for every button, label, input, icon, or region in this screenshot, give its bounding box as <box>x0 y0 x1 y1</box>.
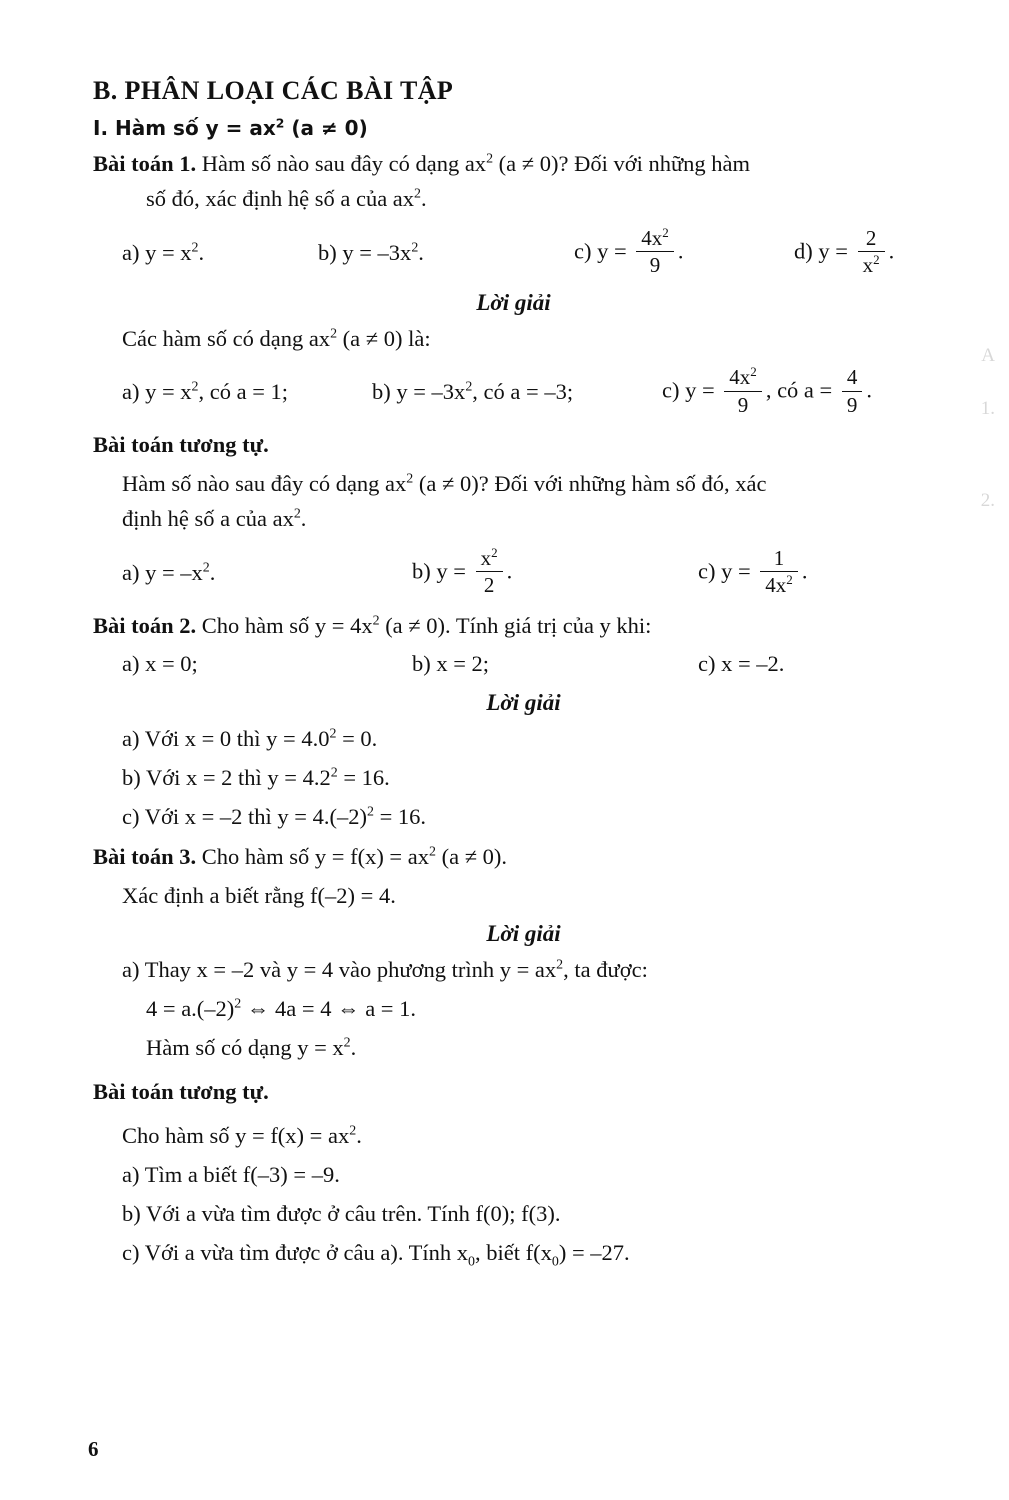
problem-1-text-d: . <box>421 185 427 211</box>
problem-1-text-b: (a ≠ 0)? Đối với những hàm <box>498 151 751 176</box>
choice-a <box>122 238 318 267</box>
choice-a-end: . <box>198 239 205 265</box>
denominator-text: x <box>862 253 874 278</box>
choice-a: a) x = 0; <box>122 650 198 676</box>
choice-a-text: a) y = x <box>122 239 192 265</box>
fraction-x2-over-2 <box>476 544 503 598</box>
fraction-denominator: 2 <box>483 573 495 598</box>
sub-0: 0 <box>468 1254 476 1270</box>
choice-c-lead: c) y = <box>698 558 751 584</box>
sol-line3-a: Hàm số có dạng y = x <box>146 1035 344 1061</box>
denominator-text: 4x <box>765 573 787 598</box>
problem-3-statement-line2: Xác định a biết rằng f(–2) = 4. <box>122 882 396 908</box>
solution-intro-a: Các hàm số có dạng ax <box>122 325 331 351</box>
sol-line2-b: ⇔ 4a = 4 ⇔ a = 1. <box>246 996 416 1022</box>
fraction-numerator <box>636 224 674 253</box>
similar-2-line1 <box>122 1120 939 1152</box>
problem-1-choices <box>122 224 939 278</box>
section-title: B. PHÂN LOẠI CÁC BÀI TẬP <box>93 76 454 105</box>
problem-3-text-b: (a ≠ 0). <box>441 843 508 869</box>
choice-d <box>794 227 894 278</box>
solution-a-end: , có a = 1; <box>198 379 289 405</box>
problem-1-solution-row <box>122 366 939 417</box>
similar-1-text-d: . <box>300 506 307 531</box>
exp-2: 2 <box>366 804 374 820</box>
solution-b-text: b) y = –3x <box>372 379 466 405</box>
numerator-text: x <box>480 545 492 570</box>
solution-a <box>122 377 372 406</box>
fraction-numerator: 4 <box>842 366 863 392</box>
sol-line2-a: 4 = a.(–2) <box>146 996 235 1022</box>
solution-c-mid: , có a = <box>765 378 833 404</box>
problem-3-text-a: Cho hàm số y = f(x) = ax <box>201 843 429 869</box>
exp-2: 2 <box>330 326 338 342</box>
similar-1-text-c: định hệ số a của ax <box>122 506 294 531</box>
exp-2: 2 <box>411 240 419 256</box>
choice-a-text: a) y = –x <box>122 559 203 585</box>
choice-c-end: . <box>801 558 808 584</box>
sol-b-end: = 16. <box>343 764 390 790</box>
choice-c-lead: c) y = <box>574 238 627 264</box>
problem-3-statement <box>93 841 939 873</box>
exp-2: 2 <box>372 613 380 629</box>
choice-b <box>318 238 574 267</box>
similar-2-text-b: . <box>356 1123 362 1149</box>
problem-2-solution-b <box>122 762 939 794</box>
problem-1-statement-line2 <box>146 183 939 215</box>
similar-1-choices <box>122 544 939 598</box>
fraction-numerator: 1 <box>760 547 798 573</box>
exp-2: 2 <box>662 224 669 240</box>
exp-2: 2 <box>491 544 498 560</box>
exp-2: 2 <box>414 186 422 202</box>
similar-1-label: Bài toán tương tự. <box>93 432 269 458</box>
numerator-text: 4x <box>641 225 663 250</box>
exp-2: 2 <box>750 364 757 380</box>
similar-1-text-a: Hàm số nào sau đây có dạng ax <box>122 471 407 497</box>
problem-2-text-a: Cho hàm số y = 4x <box>201 612 373 638</box>
fraction-denominator: 9 <box>737 392 749 417</box>
choice-c <box>574 224 794 278</box>
exp-2: 2 <box>191 379 199 395</box>
exp-2: 2 <box>465 379 473 395</box>
problem-3-solution-line3 <box>146 1032 939 1064</box>
similar-1-text-b: (a ≠ 0)? Đối với những hàm số đó, xác <box>418 471 767 497</box>
problem-2-statement <box>93 610 939 642</box>
sub-exp: 2 <box>275 115 285 131</box>
solution-b-end: , có a = –3; <box>472 379 574 405</box>
similar-1-line2 <box>122 503 939 535</box>
solution-c-lead: c) y = <box>662 378 715 404</box>
sol-c-text: c) Với x = –2 thì y = 4.(–2) <box>122 803 367 829</box>
similar-2-item-c <box>122 1237 939 1269</box>
similar-2-label: Bài toán tương tự. <box>93 1079 269 1105</box>
exp-2: 2 <box>330 765 338 781</box>
choice-b-lead: b) y = <box>412 558 466 584</box>
exp-2: 2 <box>486 151 494 167</box>
problem-3-label: Bài toán 3. <box>93 843 197 869</box>
problem-1-label: Bài toán 1. <box>93 151 197 176</box>
exp-2: 2 <box>349 1123 357 1139</box>
fraction-numerator: 2 <box>858 227 885 253</box>
exp-2: 2 <box>329 726 337 742</box>
choice-b-end: . <box>418 239 424 265</box>
exp-2: 2 <box>556 957 564 973</box>
exp-2: 2 <box>786 572 793 588</box>
choice-b: b) x = 2; <box>412 650 490 676</box>
choice-c-end: . <box>677 238 684 264</box>
problem-2-choices <box>122 649 939 678</box>
choice-b <box>412 544 698 598</box>
fraction-denominator: 9 <box>846 392 858 417</box>
exp-2: 2 <box>293 506 301 522</box>
choice-b-text: b) y = –3x <box>318 239 412 265</box>
problem-1-statement <box>93 148 939 180</box>
problem-1-text-c: số đó, xác định hệ số a của ax <box>146 185 415 211</box>
fraction-4-over-9 <box>842 366 863 417</box>
problem-1-solution-heading: Lời giải <box>476 289 551 315</box>
item-c-a: c) Với a vừa tìm được ở câu a). Tính x <box>122 1240 469 1266</box>
fraction-2-over-x2 <box>858 227 885 278</box>
solution-b <box>372 377 662 406</box>
fraction-denominator <box>760 572 798 597</box>
sol-b-text: b) Với x = 2 thì y = 4.2 <box>122 764 331 790</box>
fraction-1-over-4x2 <box>760 547 798 598</box>
item-c-c: ) = –27. <box>558 1240 630 1266</box>
solution-intro-b: (a ≠ 0) là: <box>342 325 431 351</box>
problem-2-solution-heading: Lời giải <box>486 689 561 715</box>
choice-b-end: . <box>506 558 513 584</box>
choice-d-lead: d) y = <box>794 238 848 264</box>
exp-2: 2 <box>343 1035 351 1051</box>
similar-2-item-b: b) Với a vừa tìm được ở câu trên. Tính f(0); f(3). <box>122 1201 561 1227</box>
exp-2: 2 <box>406 471 414 487</box>
subsection-title: I. Hàm số $y = ax^2$ (a ≠ 0) <box>93 115 368 140</box>
problem-3-solution-line1 <box>122 954 939 986</box>
problem-2-solution-c <box>122 801 939 833</box>
solution-c <box>662 366 872 417</box>
ghost-mark-a: A <box>981 345 995 366</box>
exp-2: 2 <box>873 252 880 268</box>
choice-a <box>122 558 412 587</box>
problem-3-solution-heading: Lời giải <box>486 921 561 947</box>
fraction-numerator <box>476 544 503 573</box>
sol-a-end: = 0. <box>342 725 378 751</box>
similar-1-line1 <box>122 468 939 500</box>
item-c-b: , biết f(x <box>475 1240 552 1266</box>
fraction-denominator <box>858 252 885 277</box>
exp-2: 2 <box>234 996 242 1012</box>
solution-a-text: a) y = x <box>122 379 192 405</box>
fraction-4x2-over-9 <box>636 224 674 278</box>
sol-line3-b: . <box>350 1035 357 1061</box>
problem-2-text-b: (a ≠ 0). Tính giá trị của y khi: <box>385 612 652 638</box>
sol-line1-b: , ta được: <box>563 957 648 983</box>
fraction-denominator: 9 <box>649 253 661 278</box>
choice-c <box>698 547 807 598</box>
similar-2-item-a: a) Tìm a biết f(–3) = –9. <box>122 1162 340 1188</box>
problem-2-label: Bài toán 2. <box>93 612 197 638</box>
ghost-mark-1: 1. <box>980 398 995 419</box>
exp-2: 2 <box>202 560 210 576</box>
problem-3-solution-line2 <box>146 993 939 1025</box>
sub-0: 0 <box>551 1254 559 1270</box>
problem-2-solution-a <box>122 723 939 755</box>
exp-2: 2 <box>191 240 199 256</box>
problem-1-text-a: Hàm số nào sau đây có dạng ax <box>201 151 487 176</box>
fraction-numerator <box>724 366 762 392</box>
choice-d-end: . <box>888 238 895 264</box>
exp-2: 2 <box>429 844 436 860</box>
choice-c: c) x = –2. <box>698 650 785 676</box>
problem-1-solution-intro <box>122 323 939 355</box>
ghost-mark-2: 2. <box>980 490 995 511</box>
similar-2-text-a: Cho hàm số y = f(x) = ax <box>122 1123 350 1149</box>
numerator-text: 4x <box>729 365 751 390</box>
sol-a-text: a) Với x = 0 thì y = 4.0 <box>122 725 330 751</box>
sol-c-end: = 16. <box>379 803 427 829</box>
solution-c-end: . <box>866 378 872 404</box>
fraction-4x2-over-9 <box>724 366 762 417</box>
page-number: 6 <box>88 1437 99 1461</box>
sol-line1-a: a) Thay x = –2 và y = 4 vào phương trình y = ax <box>122 957 557 983</box>
choice-a-end: . <box>209 559 216 585</box>
